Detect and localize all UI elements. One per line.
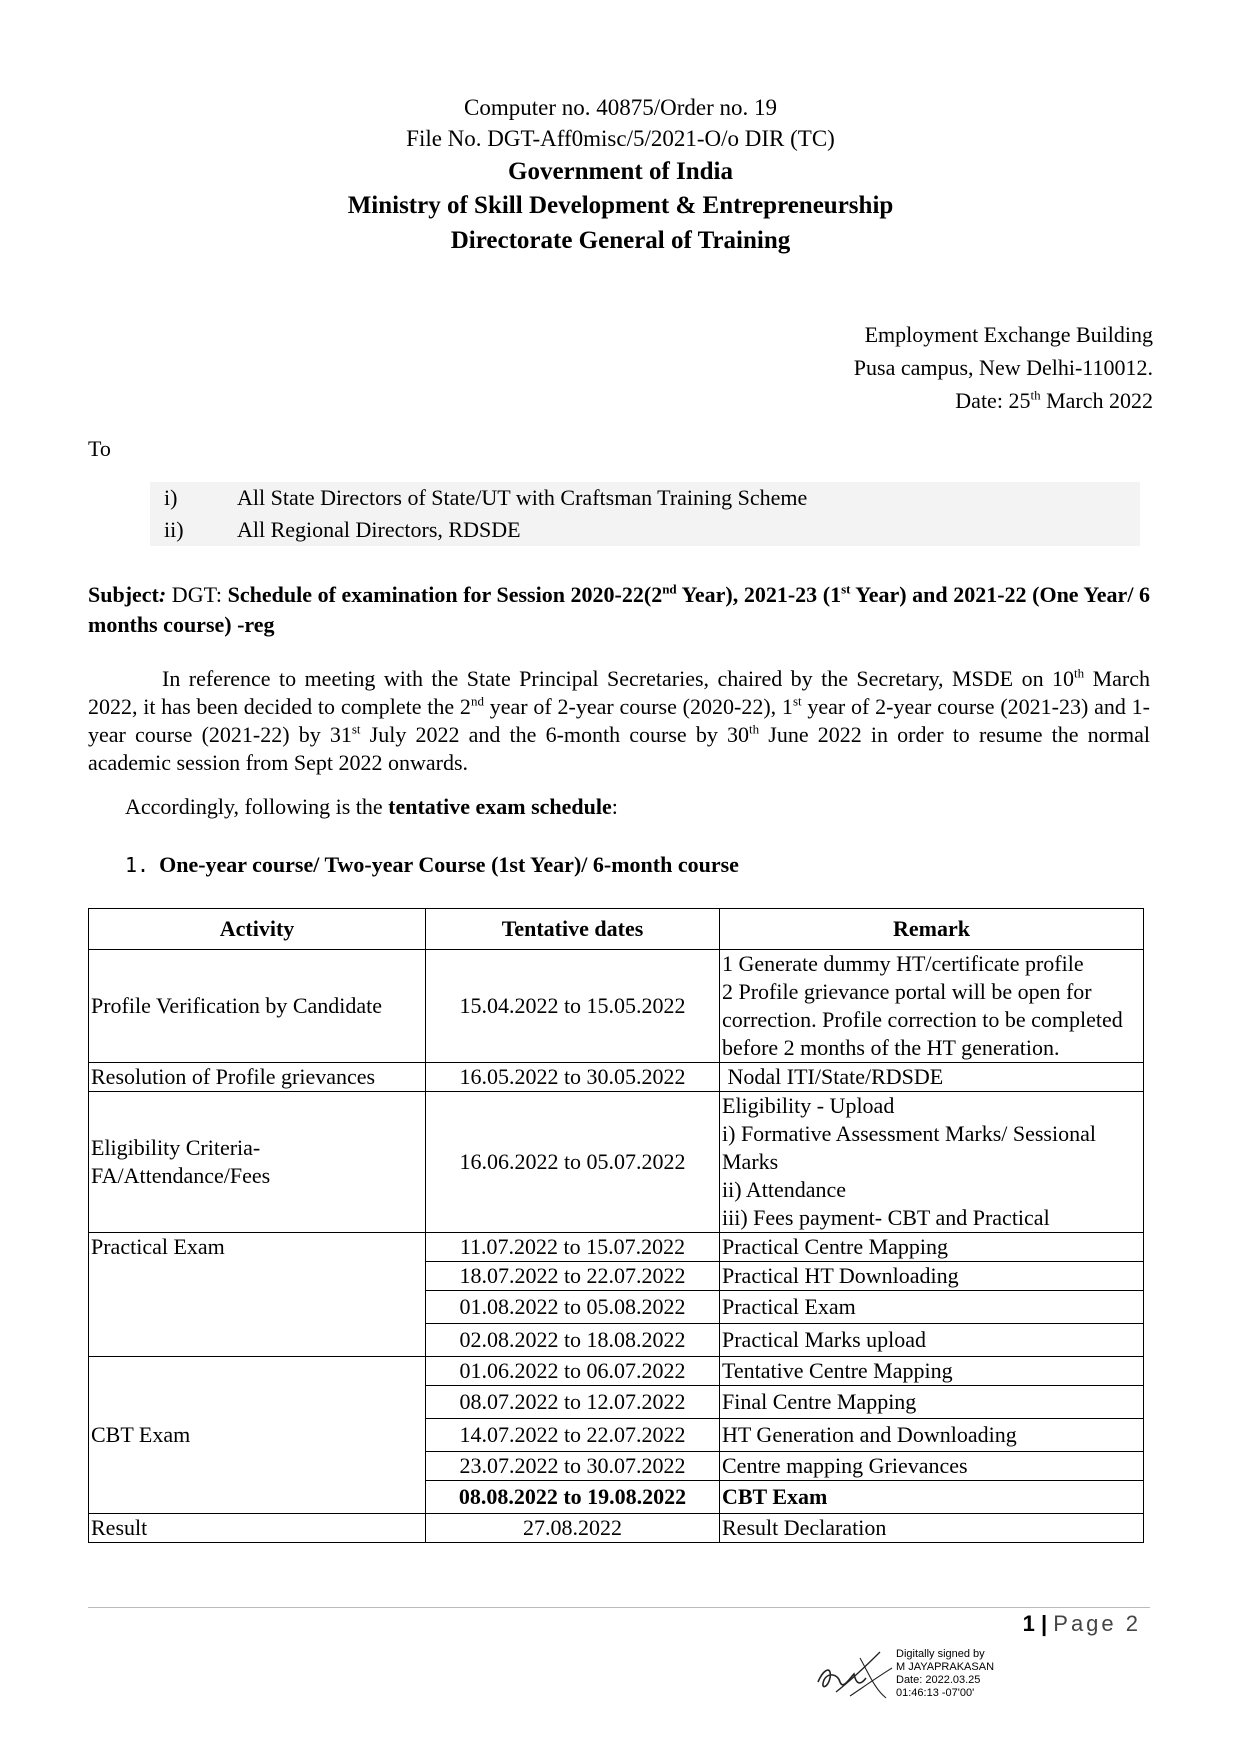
recipient-number: i) [164,485,178,510]
recipient-number: ii) [164,517,184,542]
dates-cell: 14.07.2022 to 22.07.2022 [426,1419,720,1452]
activity-cell: Profile Verification by Candidate [89,950,426,1063]
activity-cell: Resolution of Profile grievances [89,1063,426,1092]
recipient-item [150,482,1140,514]
directorate-title: Directorate General of Training [450,227,791,254]
activity-cell: Eligibility Criteria- FA/Attendance/Fees [89,1092,426,1233]
body-paragraph: In reference to meeting with the State Principal Secretaries, chaired by the Secretary, MSDE on 10th March 2022, it has been decided to complete the 2nd year of 2-year course (2020-22), 1st year of 2-year course (2021-23) and 1-year course (2021-22) by 31st July 2022 and the 6-month course by 30th June 2022 in order to resume the normal academic session from Sept 2022 onwards. [88,665,1150,775]
signature-name: M JAYAPRAKASAN [896,1661,995,1673]
remark-cell: Eligibility - Upload i) Formative Assessment Marks/ Sessional Marks ii) Attendance iii) Fees payment- CBT and Practical [720,1092,1144,1233]
recipient-list [150,482,1140,546]
government-title: Government of India [508,158,733,185]
remark-cell: Centre mapping Grievances [720,1452,1144,1481]
remark-cell: CBT Exam [720,1481,1144,1514]
address-line-2: Pusa campus, New Delhi-110012. [853,355,1153,380]
dates-cell: 16.05.2022 to 30.05.2022 [426,1063,720,1092]
recipient-text: All State Directors of State/UT with Craftsman Training Scheme [237,485,808,510]
remark-cell: Practical Centre Mapping [720,1233,1144,1262]
remark-cell: Result Declaration [720,1514,1144,1543]
dates-cell: 27.08.2022 [426,1514,720,1543]
dates-cell: 01.08.2022 to 05.08.2022 [426,1291,720,1324]
signature-mark-icon [810,1638,896,1704]
address-line-1: Employment Exchange Building [864,322,1153,347]
dates-cell: 08.07.2022 to 12.07.2022 [426,1386,720,1419]
dates-cell: 11.07.2022 to 15.07.2022 [426,1233,720,1262]
header-activity: Activity [89,909,426,950]
footer-divider [88,1607,1150,1608]
header-dates: Tentative dates [426,909,720,950]
page-number: 1 | Page 2 [1022,1611,1141,1636]
dates-cell: 23.07.2022 to 30.07.2022 [426,1452,720,1481]
to-label: To [88,436,111,461]
dates-cell: 01.06.2022 to 06.07.2022 [426,1357,720,1386]
header-remark: Remark [720,909,1144,950]
activity-cell: Result [89,1514,426,1543]
remark-cell: HT Generation and Downloading [720,1419,1144,1452]
remark-cell: Final Centre Mapping [720,1386,1144,1419]
signature-date: Date: 2022.03.25 [896,1674,981,1686]
exam-schedule-table [88,908,1144,1543]
remark-cell: Practical HT Downloading [720,1262,1144,1291]
subject-line: Subject: DGT: Schedule of examination for Session 2020-22(2nd Year), 2021-23 (1st Year) and 2021-22 (One Year/ 6 months course) -reg [88,581,1151,637]
remark-cell: Tentative Centre Mapping [720,1357,1144,1386]
recipient-item [150,514,1140,546]
signature-line: Digitally signed by [896,1648,985,1660]
dates-cell: 16.06.2022 to 05.07.2022 [426,1092,720,1233]
signature-time: 01:46:13 -07'00' [896,1687,975,1699]
table-row [89,1063,1144,1092]
section-heading: 1. One-year course/ Two-year Course (1st Year)/ 6-month course [125,852,739,877]
activity-cell: Practical Exam [89,1233,426,1357]
file-number: File No. DGT-Aff0misc/5/2021-O/o DIR (TC) [406,126,835,151]
schedule-intro: Accordingly, following is the tentative exam schedule: [125,794,618,819]
table-row [89,1514,1144,1543]
dates-cell: 02.08.2022 to 18.08.2022 [426,1324,720,1357]
dates-cell: 18.07.2022 to 22.07.2022 [426,1262,720,1291]
dates-cell: 15.04.2022 to 15.05.2022 [426,950,720,1063]
remark-cell: Practical Marks upload [720,1324,1144,1357]
computer-number: Computer no. 40875/Order no. 19 [463,95,777,120]
recipient-text: All Regional Directors, RDSDE [237,517,521,542]
remark-cell: 1 Generate dummy HT/certificate profile 2 Profile grievance portal will be open for correction. Profile correction to be completed before 2 months of the HT generation. [720,950,1144,1063]
letter-date: Date: 25th March 2022 [955,387,1153,413]
remark-cell: Nodal ITI/State/RDSDE [720,1063,1144,1092]
ministry-title: Ministry of Skill Development & Entrepreneurship [347,192,894,219]
table-row [89,1233,1144,1262]
table-row [89,1092,1144,1233]
activity-cell: CBT Exam [89,1357,426,1514]
table-row [89,1357,1144,1386]
digital-signature-block [896,1648,994,1700]
table-row [89,950,1144,1063]
remark-cell: Practical Exam [720,1291,1144,1324]
table-header-row [89,909,1144,950]
dates-cell: 08.08.2022 to 19.08.2022 [426,1481,720,1514]
